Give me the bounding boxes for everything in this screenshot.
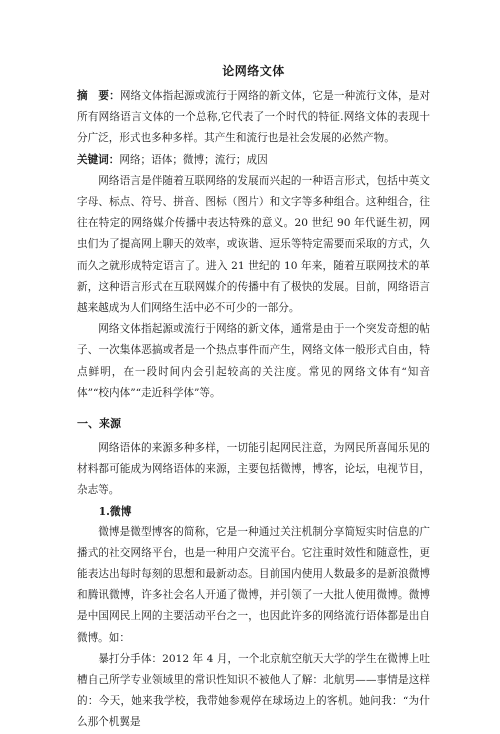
intro-paragraph-2: 网络文体指起源或流行于网络的新文体，通常是由于一个突发奇想的帖子、一次集体恶搞或者是一个热点事件而产生，网络文体一般形式自由，特点鲜明，在一段时间内会引起较高的关注度。常见的网络文体有“知音体”“校内体”“走近科学体”等。 — [77, 323, 430, 399]
keywords-label: 关键词： — [77, 153, 120, 166]
abstract-label: 摘 要： — [77, 90, 120, 102]
page-title: 论网络文体 — [222, 64, 285, 78]
document-body — [77, 62, 430, 734]
keywords — [77, 150, 430, 171]
source-paragraph: 网络语体的来源多种多样，一切能引起网民注意，为网民所喜闻乐见的材料都可能成为网络语体的来源，主要包括微博，博客，论坛，电视节目，杂志等。 — [77, 442, 430, 497]
keywords-text: 网络；语体；微博；流行；成因 — [119, 153, 268, 166]
abstract-text: 网络文体指起源或流行于网络的新文体，它是一种流行文体，是对所有网络语言文体的一个总称,它代表了一个时代的特征.网络文体的表现十分广泛，形式也多种多样。其产生和流行也是社会发展的必然产物。 — [77, 90, 431, 145]
intro-paragraph-1: 网络语言是伴随着互联网络的发展而兴起的一种语言形式，包括中英文字母、标点、符号、拼音、图标（图片）和文字等多种组合。这种组合，往往在特定的网络媒介传播中表达特殊的意义。20 世纪 90 年代诞生初，网虫们为了提高网上聊天的效率，或诙谐、逗乐等特定需要而采取的方式，久而久之就形成特定语言了。进入 21 世纪的 10 年来，随着互联网技术的革新，这种语言形式在互联网媒介的传播中有了极快的发展。目前，网络语言越来越成为人们网络生活中必不可少的一部分。 — [77, 174, 430, 315]
weibo-paragraph-2: 暴打分手体：2012 年 4 月，一个北京航空航天大学的学生在微博上吐槽自己所学专业领域里的常识性知识不被他人了解：北航男——事情是这样的：今天，她来我学校，我带她参观停在球场边上的客机。她问我：“为什么那个机翼是 — [77, 652, 430, 729]
subsection-heading-weibo: 1.微博 — [98, 504, 132, 518]
weibo-paragraph-1: 微博是微型博客的简称，它是一种通过关注机制分享简短实时信息的广播式的社交网络平台，也是一种用户交流平台。它注重时效性和随意性，更能表达出每时每刻的思想和最新动态。目前国内使用人数最多的是新浪微博和腾讯微博，许多社会名人开通了微博，并引领了一大批人使用微博。微博是中国网民上网的主要活动平台之一，也因此许多的网络流行语体都是出自微博。如： — [77, 525, 430, 644]
abstract — [77, 86, 430, 150]
section-heading-source: 一、来源 — [77, 417, 121, 431]
